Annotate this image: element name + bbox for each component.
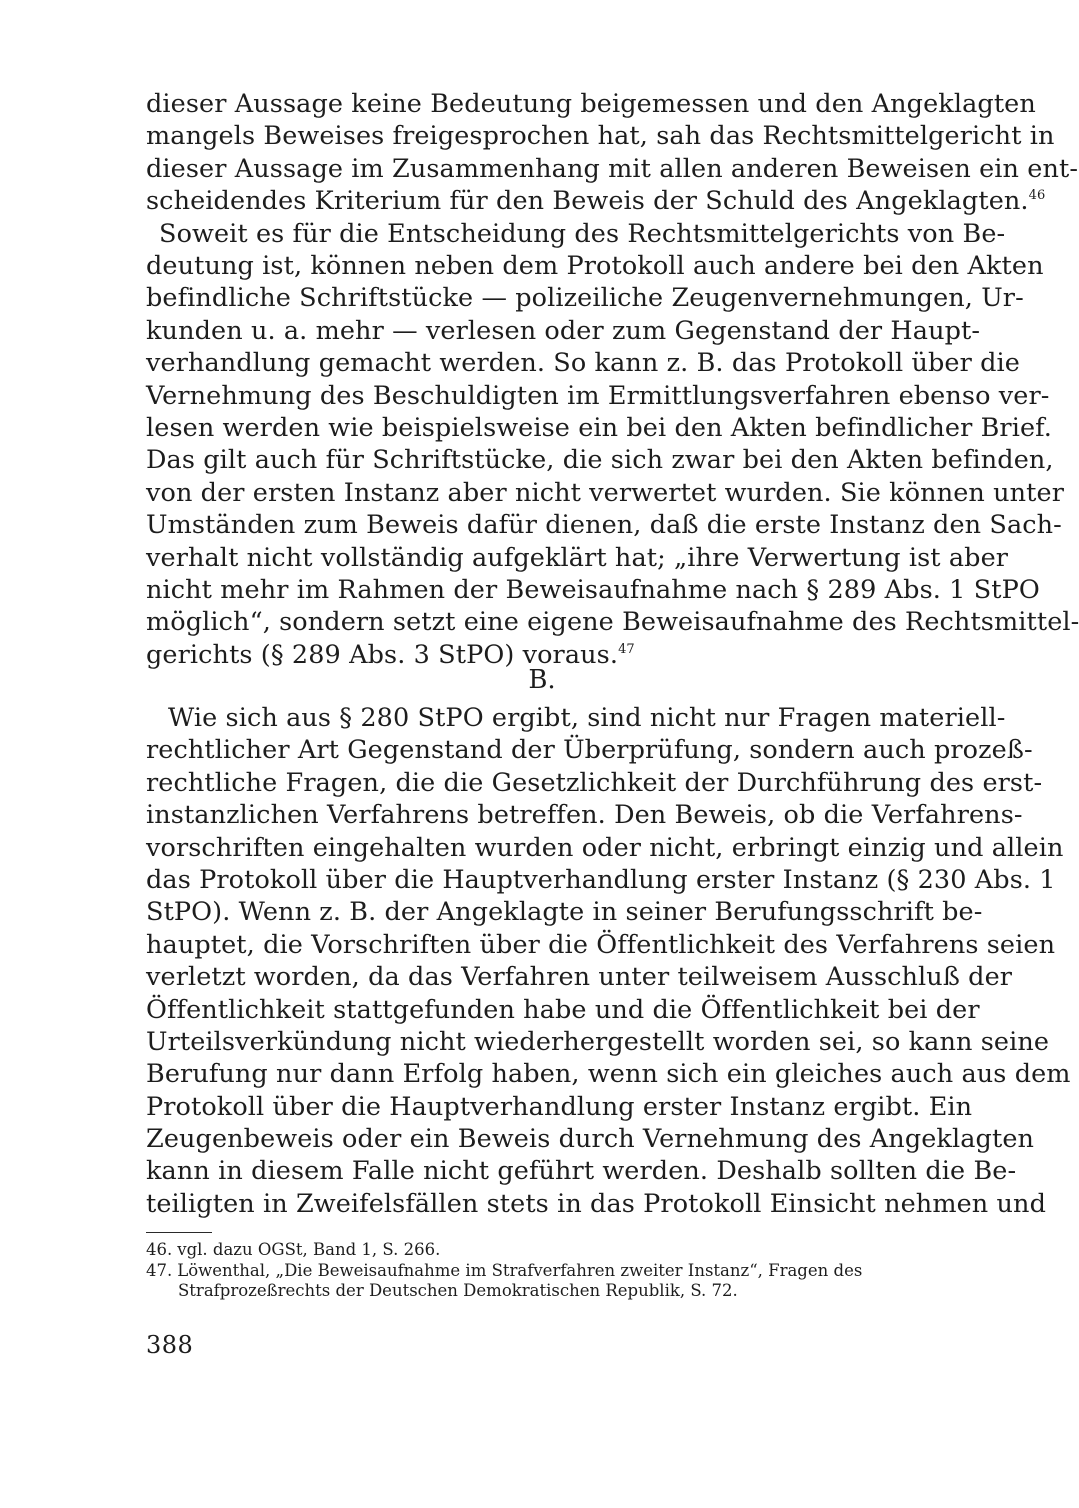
text-line: hauptet, die Vorschriften über die Öffentlichkeit des Verfahrens seien bbox=[146, 929, 1056, 960]
text-line: kann in diesem Falle nicht geführt werden. Deshalb sollten die Be- bbox=[146, 1156, 1017, 1187]
footnote-46 bbox=[146, 1240, 958, 1261]
page-number: 388 bbox=[146, 1331, 194, 1359]
footnote-number: 46. bbox=[146, 1240, 173, 1259]
text-line: vorschriften eingehalten wurden oder nicht, erbringt einzig und allein bbox=[146, 832, 1064, 863]
text-line: StPO). Wenn z. B. der Angeklagte in seiner Berufungsschrift be- bbox=[146, 897, 983, 928]
text-line: rechtlicher Art Gegenstand der Überprüfung, sondern auch prozeß- bbox=[146, 735, 1033, 766]
footnote-ref-46[interactable]: 46 bbox=[1028, 188, 1046, 204]
text-line: kunden u. a. mehr — verlesen oder zum Gegenstand der Haupt- bbox=[146, 315, 981, 346]
text-line-with-footnote bbox=[146, 185, 1046, 217]
footnote-separator bbox=[146, 1232, 212, 1233]
footnote-text-continued: Strafprozeßrechts der Deutschen Demokratischen Republik, S. 72. bbox=[178, 1281, 738, 1300]
text-line: lesen werden wie beispielsweise ein bei den Akten befindlicher Brief. bbox=[146, 412, 1052, 443]
text-line: Vernehmung des Beschuldigten im Ermittlungsverfahren ebenso ver- bbox=[146, 380, 1050, 411]
text-line: verletzt worden, da das Verfahren unter teilweisem Ausschluß der bbox=[146, 962, 1013, 993]
paragraph-3 bbox=[146, 702, 1071, 1220]
text-line: Das gilt auch für Schriftstücke, die sich zwar bei den Akten befinden, bbox=[146, 445, 1054, 476]
footnote-ref-47[interactable]: 47 bbox=[618, 641, 635, 657]
text-line: Umständen zum Beweis dafür dienen, daß die erste Instanz den Sach- bbox=[146, 510, 1062, 541]
text-line: möglich“, sondern setzt eine eigene Beweisaufnahme des Rechtsmittel- bbox=[146, 607, 1079, 638]
text-line: verhalt nicht vollständig aufgeklärt hat; „ihre Verwertung ist aber bbox=[146, 542, 1009, 573]
text-line: gerichts (§ 289 Abs. 3 StPO) voraus. bbox=[146, 639, 619, 670]
section-heading: B. bbox=[528, 665, 556, 695]
text-line: Wie sich aus § 280 StPO ergibt, sind nicht nur Fragen materiell- bbox=[168, 703, 1006, 733]
text-line: Protokoll über die Hauptverhandlung erster Instanz ergibt. Ein bbox=[146, 1091, 973, 1122]
text-line: mangels Beweises freigesprochen hat, sah das Rechtsmittelgericht in bbox=[146, 121, 1055, 152]
text-line: von der ersten Instanz aber nicht verwertet wurden. Sie können unter bbox=[146, 477, 1065, 508]
footnote-text: vgl. dazu OGSt, Band 1, S. 266. bbox=[177, 1240, 441, 1259]
text-line: dieser Aussage im Zusammenhang mit allen anderen Beweisen ein ent- bbox=[146, 153, 1079, 184]
text-line: befindliche Schriftstücke — polizeiliche Zeugenvernehmungen, Ur- bbox=[146, 283, 1024, 314]
footnotes bbox=[146, 1240, 958, 1302]
paragraph-1 bbox=[146, 88, 1079, 218]
text-line: nicht mehr im Rahmen der Beweisaufnahme nach § 289 Abs. 1 StPO bbox=[146, 574, 1040, 605]
text-line: deutung ist, können neben dem Protokoll auch andere bei den Akten bbox=[146, 250, 1044, 281]
text-line: Urteilsverkündung nicht wiederhergestellt worden sei, so kann seine bbox=[146, 1026, 1050, 1057]
text-line: das Protokoll über die Hauptverhandlung erster Instanz (§ 230 Abs. 1 bbox=[146, 864, 1056, 895]
text-line: verhandlung gemacht werden. So kann z. B. das Protokoll über die bbox=[146, 348, 1020, 379]
footnote-number: 47. bbox=[146, 1260, 173, 1280]
paragraph-2 bbox=[146, 218, 1079, 671]
text-line: Zeugenbeweis oder ein Beweis durch Vernehmung des Angeklagten bbox=[146, 1124, 1035, 1155]
text-line: instanzlichen Verfahrens betreffen. Den Beweis, ob die Verfahrens- bbox=[146, 800, 1023, 831]
footnote-47 bbox=[146, 1261, 958, 1282]
text-line: Soweit es für die Entscheidung des Rechtsmittelgerichts von Be- bbox=[159, 218, 1006, 249]
text-line: Öffentlichkeit stattgefunden habe und die Öffentlichkeit bei der bbox=[146, 994, 980, 1025]
text-line: scheidendes Kriterium für den Beweis der Schuld des Angeklagten. bbox=[146, 186, 1029, 217]
text-line: Berufung nur dann Erfolg haben, wenn sich ein gleiches auch aus dem bbox=[146, 1059, 1071, 1090]
text-line: teiligten in Zweifelsfällen stets in das Protokoll Einsicht nehmen und bbox=[146, 1188, 1046, 1219]
text-line: dieser Aussage keine Bedeutung beigemessen und den Angeklagten bbox=[146, 89, 1036, 119]
footnote-text: Löwenthal, „Die Beweisaufnahme im Strafverfahren zweiter Instanz“, Fragen des bbox=[177, 1260, 863, 1280]
text-line: rechtliche Fragen, die die Gesetzlichkeit der Durchführung des erst- bbox=[146, 767, 1043, 798]
